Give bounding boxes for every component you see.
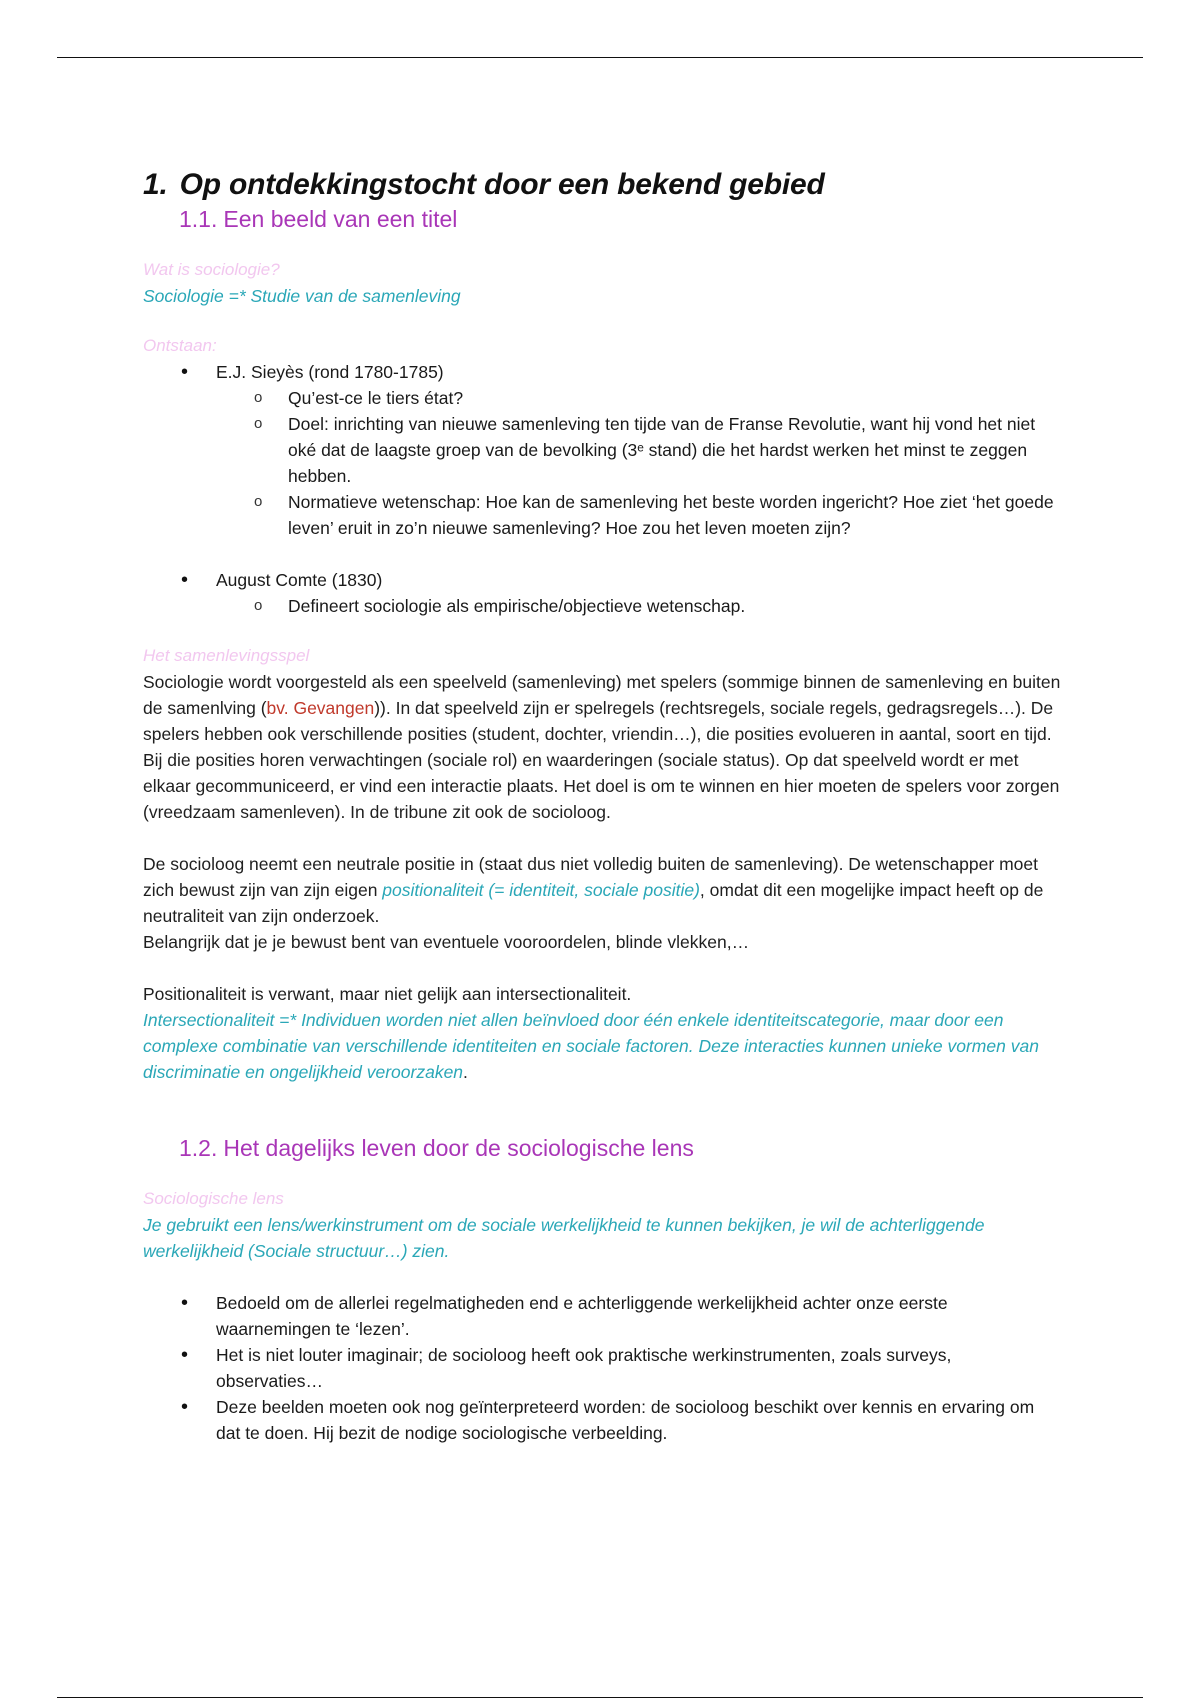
lens-definition: Je gebruikt een lens/werkinstrument om de sociale werkelijkheid te kunnen bekijken, je wil de achterliggende werkelijkheid (Sociale structuur…) zien.	[143, 1215, 985, 1261]
document-page	[143, 168, 1063, 1446]
highlight-red: bv. Gevangen	[266, 698, 375, 718]
sub-list-item: o Defineert sociologie als empirische/objectieve wetenschap.	[215, 593, 1063, 619]
bullet-text: E.J. Sieyès (rond 1780-1785)	[216, 362, 444, 382]
period: .	[463, 1062, 468, 1082]
section-title: Het dagelijks leven door de sociologische lens	[223, 1135, 694, 1161]
positionality-term: positionaliteit (= identiteit, sociale positie)	[382, 880, 700, 900]
spacer	[143, 955, 1063, 981]
sub-list-item: o Doel: inrichting van nieuwe samenleving ten tijde van de Franse Revolutie, want hij vond het niet oké dat de laagste groep van de bevolking (3ᵉ stand) die het hardst werken het minst te zeggen hebben.	[215, 411, 1063, 489]
paragraph-text: De socioloog neemt een neutrale positie in (staat dus niet volledig buiten de samenleving). De wetenschapper moet zich bewust zijn van zijn eigen	[143, 854, 1038, 900]
section-title: Een beeld van een titel	[223, 206, 458, 232]
question-label: Wat is sociologie?	[143, 260, 280, 279]
intersectionality-definition	[143, 1007, 1063, 1085]
chapter-heading	[143, 168, 1063, 202]
list-item	[143, 359, 1063, 541]
paragraph-text: , omdat dit een mogelijke impact heeft op de neutraliteit van zijn onderzoek.	[143, 880, 1044, 926]
lens-label: Sociologische lens	[143, 1189, 284, 1208]
definition-text: Intersectionaliteit =* Individuen worden niet allen beïnvloed door één enkele identiteitscategorie, maar door een complexe combinatie van verschillende identiteiten en sociale factoren. Deze interacties kunnen unieke vormen van discriminatie en ongelijkheid veroorzaken	[143, 1010, 1039, 1082]
section-number: 1.2.	[179, 1135, 218, 1161]
sociology-definition: Sociologie =* Studie van de samenleving	[143, 286, 461, 306]
spacer	[143, 825, 1063, 851]
list-item	[143, 567, 1063, 619]
sub-list	[216, 385, 1063, 541]
paragraph-text: )). In dat speelveld zijn er spelregels (rechtsregels, sociale regels, gedragsregels…). De spelers hebben ook verschillende posities (student, dochter, vriendin…), die posities evolueren in aantal, soort en tijd. Bij die posities horen verwachtingen (sociale rol) en waarderingen (sociale status). Op dat speelveld wordt er met elkaar gecommuniceerd, er vind een interactie plaats. Het doel is om te winnen en hier moeten de spelers voor zorgen (vreedzaam samenleven). In de tribune zit ook de socioloog.	[143, 698, 1060, 822]
game-paragraph	[143, 669, 1063, 825]
sub-list-item: o Normatieve wetenschap: Hoe kan de samenleving het beste worden ingericht? Hoe ziet ‘het goede leven’ eruit in zo’n nieuwe samenleving? Hoe zou het leven moeten zijn?	[215, 489, 1063, 541]
bias-sentence: Belangrijk dat je je bewust bent van eventuele vooroordelen, blinde vlekken,…	[143, 932, 750, 952]
list-item: • Deze beelden moeten ook nog geïnterpreteerd worden: de socioloog beschikt over kennis en ervaring om dat te doen. Hij bezit de nodige sociologische verbeelding.	[143, 1394, 1063, 1446]
spacer	[143, 541, 1063, 567]
bottom-rule	[57, 1697, 1143, 1698]
list-item: • Het is niet louter imaginair; de socioloog heeft ook praktische werkinstrumenten, zoals surveys, observaties…	[143, 1342, 1063, 1394]
spacer	[143, 1264, 1063, 1290]
sub-list	[216, 593, 1063, 619]
section-heading-1-2	[179, 1135, 1063, 1162]
game-label: Het samenlevingsspel	[143, 646, 310, 665]
sub-list-item: o Qu’est-ce le tiers état?	[215, 385, 1063, 411]
top-rule	[57, 57, 1143, 58]
sociologist-paragraph	[143, 851, 1063, 929]
chapter-number: 1.	[143, 168, 168, 201]
origin-label: Ontstaan:	[143, 336, 217, 355]
lens-list	[143, 1290, 1063, 1446]
list-item: • Bedoeld om de allerlei regelmatigheden end e achterliggende werkelijkheid achter onze eerste waarnemingen te ‘lezen’.	[143, 1290, 1063, 1342]
origin-list	[143, 359, 1063, 541]
origin-list-2	[143, 567, 1063, 619]
section-number: 1.1.	[179, 206, 218, 232]
paragraph-text: Sociologie wordt voorgesteld als een speelveld (samenleving) met spelers (sommige binnen de samenleving en buiten de samenlving (	[143, 672, 1061, 718]
section-heading-1-1	[179, 206, 1063, 233]
positionality-sentence: Positionaliteit is verwant, maar niet gelijk aan intersectionaliteit.	[143, 984, 632, 1004]
chapter-title: Op ontdekkingstocht door een bekend gebied	[179, 168, 825, 201]
bullet-text: August Comte (1830)	[216, 570, 383, 590]
